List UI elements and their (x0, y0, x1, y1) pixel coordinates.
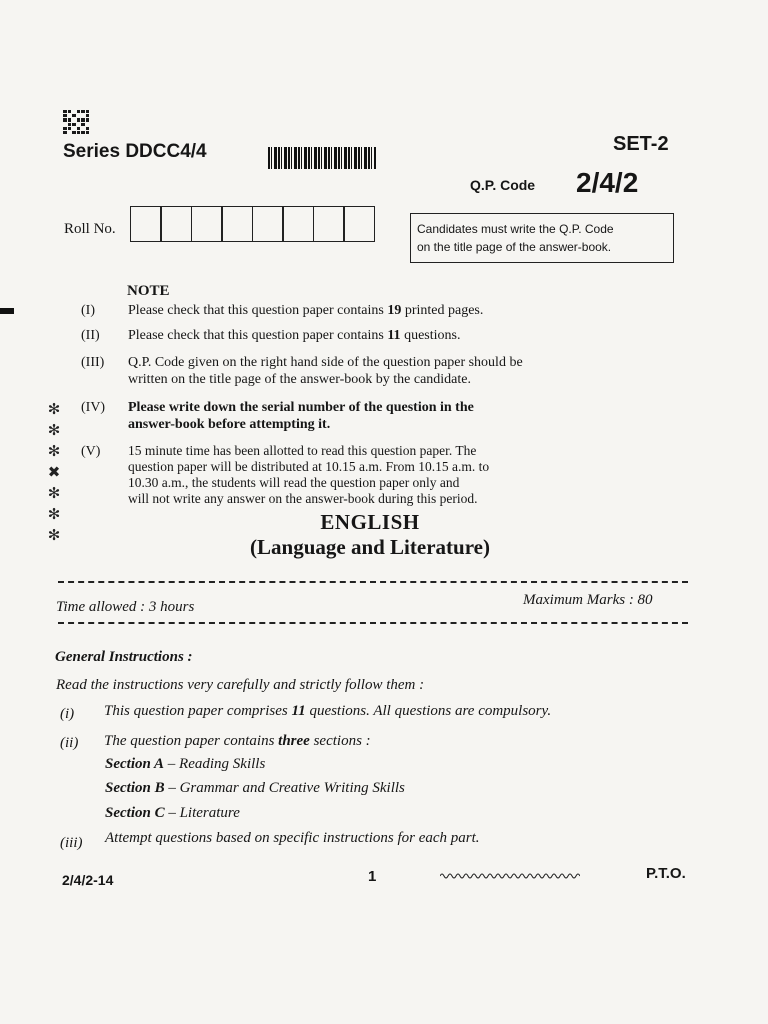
qp-code-value: 2/4/2 (576, 167, 639, 198)
instructions-intro: Read the instructions very carefully and strictly follow them : (56, 677, 425, 693)
footer-paper-code: 2/4/2-14 (62, 872, 114, 888)
instruction-number: (ii) (60, 735, 79, 751)
subject-title: ENGLISH (320, 510, 420, 534)
note-text: 15 minute time has been allotted to read this question paper. The question paper will be distributed at 10.15 a.m. From 10.15 a.m. to 10.30 a.m., the students will read the question paper only and will not write any answer on the answer-book during this period. (128, 443, 490, 506)
wavy-line-icon (440, 872, 580, 880)
roll-digit-box (191, 206, 223, 242)
roll-digit-box (282, 206, 314, 242)
maximum-marks: Maximum Marks : 80 (523, 592, 653, 608)
section-line: Section C – Literature (105, 805, 240, 821)
note-text: Please check that this question paper contains 19 printed pages. (128, 303, 484, 318)
note-text: Q.P. Code given on the right hand side of the question paper should be written on the title page of the answer-book by the candidate. (128, 355, 523, 387)
please-turn-over: P.T.O. (646, 865, 686, 882)
asterisk-icon: ✻ (47, 486, 61, 502)
note-number: (IV) (81, 400, 106, 415)
cross-icon: ✖ (47, 465, 61, 481)
instruction-text: The question paper contains three sections : (104, 733, 371, 749)
qr-code-icon (63, 110, 89, 134)
note-number: (III) (81, 355, 105, 370)
dashed-divider (58, 581, 688, 583)
series-label: Series DDCC4/4 (63, 141, 207, 162)
instruction-text: This question paper comprises 11 questions. All questions are compulsory. (104, 703, 552, 719)
barcode-icon (268, 147, 376, 169)
roll-digit-box (130, 206, 162, 242)
note-text: Please check that this question paper contains 11 questions. (128, 328, 461, 343)
roll-digit-box (343, 206, 375, 242)
asterisk-icon: ✻ (47, 528, 61, 544)
section-line: Section B – Grammar and Creative Writing Skills (105, 780, 405, 796)
roll-digit-box (252, 206, 284, 242)
roll-digit-box (221, 206, 253, 242)
roll-number-boxes (131, 206, 375, 242)
candidate-instruction-box (410, 213, 674, 263)
asterisk-icon: ✻ (47, 507, 61, 523)
candidate-note-line: on the title page of the answer-book. (417, 240, 612, 254)
set-label: SET-2 (613, 133, 669, 155)
note-number: (I) (81, 303, 95, 318)
candidate-note-line: Candidates must write the Q.P. Code (417, 222, 614, 236)
note-number: (V) (81, 444, 101, 459)
note-text: Please write down the serial number of the question in the answer-book before attempting it. (128, 400, 474, 432)
section-line: Section A – Reading Skills (105, 756, 266, 772)
asterisk-icon: ✻ (47, 423, 61, 439)
general-instructions-heading: General Instructions : (55, 649, 193, 665)
edge-mark (0, 308, 14, 314)
qp-code-label: Q.P. Code (470, 177, 536, 193)
note-heading: NOTE (127, 283, 170, 299)
roll-digit-box (313, 206, 345, 242)
instruction-number: (iii) (60, 835, 83, 851)
time-allowed: Time allowed : 3 hours (56, 599, 195, 615)
roll-number-label: Roll No. (64, 221, 116, 237)
dashed-divider (58, 622, 688, 624)
note-number: (II) (81, 328, 100, 343)
roll-digit-box (160, 206, 192, 242)
asterisk-icon: ✻ (47, 402, 61, 418)
asterisk-icon: ✻ (47, 444, 61, 460)
subject-subtitle: (Language and Literature) (250, 535, 490, 559)
page-number: 1 (368, 868, 377, 885)
instruction-number: (i) (60, 706, 75, 722)
instruction-text: Attempt questions based on specific instructions for each part. (105, 830, 480, 846)
